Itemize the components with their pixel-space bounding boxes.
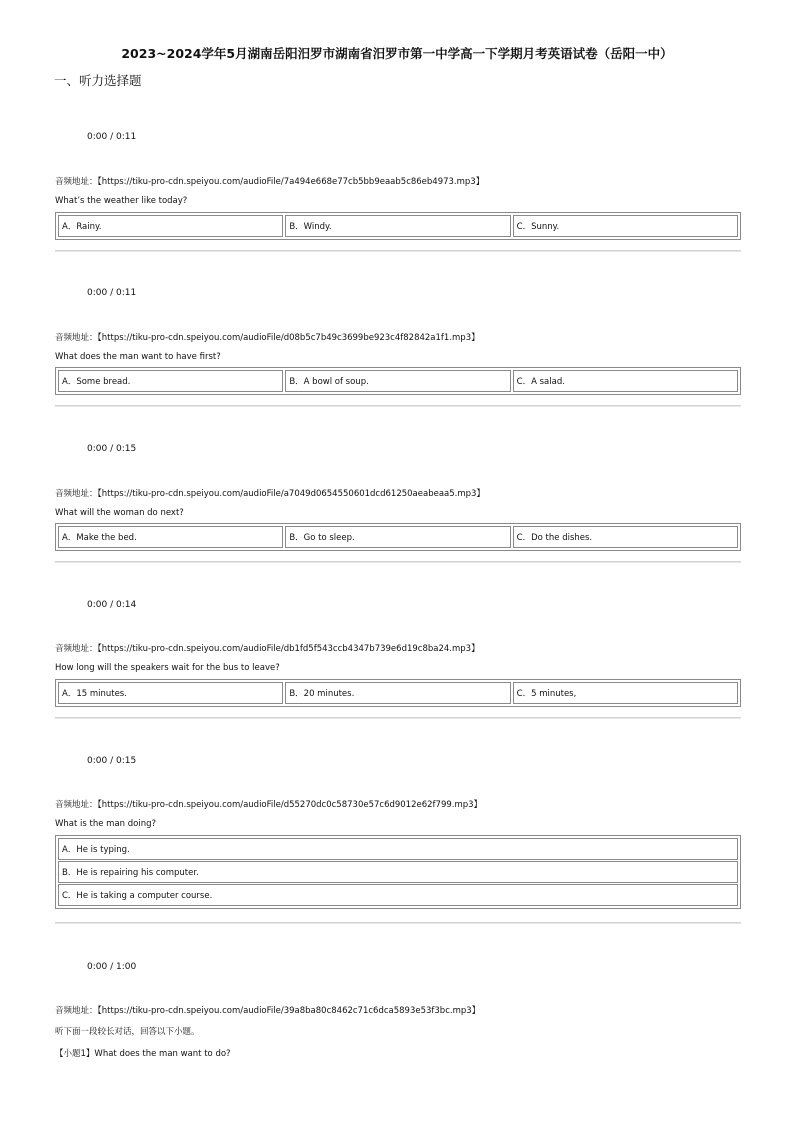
divider [55, 561, 741, 563]
options-table [55, 835, 741, 909]
question-stem: What does the man want to have first? [55, 352, 221, 362]
audio-address-label: 音频地址： [55, 177, 98, 187]
audio-player-time[interactable]: 0:00 / 0:15 [87, 756, 137, 766]
option-c[interactable]: C．5 minutes, [513, 682, 738, 704]
page-title: 2023~2024学年5月湖南岳阳汨罗市湖南省汨罗市第一中学高一下学期月考英语试卷（岳阳一中） [121, 46, 673, 61]
option-a[interactable]: A．Some bread. [58, 370, 283, 392]
audio-address-label: 音频地址： [55, 489, 98, 499]
audio-address [55, 642, 480, 654]
option-b[interactable]: B．He is repairing his computer. [58, 861, 738, 883]
audio-url[interactable]: 【https://tiku-pro-cdn.speiyou.com/audioFile/7a494e668e77cb5bb9eaab5c86eb4973.mp3】 [97, 177, 485, 187]
option-c[interactable]: C．A salad. [513, 370, 738, 392]
option-a[interactable]: A．Rainy. [58, 215, 283, 237]
audio-address [55, 1004, 480, 1016]
option-b[interactable]: B．Go to sleep. [285, 526, 510, 548]
audio-address-label: 音频地址： [55, 800, 98, 810]
options-table [55, 679, 741, 707]
audio-url[interactable]: 【https://tiku-pro-cdn.speiyou.com/audioFile/a7049d0654550601dcd61250aeabeaa5.mp3】 [97, 489, 485, 499]
options-table [55, 367, 741, 395]
option-a[interactable]: A．Make the bed. [58, 526, 283, 548]
option-b[interactable]: B．Windy. [285, 215, 510, 237]
option-b[interactable]: B．A bowl of soup. [285, 370, 510, 392]
option-b[interactable]: B．20 minutes. [285, 682, 510, 704]
question-stem: What will the woman do next? [55, 508, 184, 518]
option-a[interactable]: A．He is typing. [58, 838, 738, 860]
option-a[interactable]: A．15 minutes. [58, 682, 283, 704]
divider [55, 922, 741, 924]
options-table [55, 212, 741, 240]
audio-address-label: 音频地址： [55, 644, 98, 654]
audio-player-time[interactable]: 0:00 / 0:14 [87, 600, 137, 610]
audio-address [55, 487, 485, 499]
divider [55, 717, 741, 719]
audio-address-label: 音频地址： [55, 333, 98, 343]
audio-player-time[interactable]: 0:00 / 1:00 [87, 962, 137, 972]
audio-player-time[interactable]: 0:00 / 0:11 [87, 288, 137, 298]
options-table [55, 523, 741, 551]
audio-player-time[interactable]: 0:00 / 0:15 [87, 444, 137, 454]
section-heading: 一、听力选择题 [54, 73, 142, 88]
question-stem: 【小题1】What does the man want to do? [55, 1049, 231, 1059]
audio-address-label: 音频地址： [55, 1006, 98, 1016]
audio-url[interactable]: 【https://tiku-pro-cdn.speiyou.com/audioFile/d55270dc0c58730e57c6d9012e62f799.mp3】 [97, 800, 483, 810]
question-stem: What is the man doing? [55, 819, 157, 829]
audio-url[interactable]: 【https://tiku-pro-cdn.speiyou.com/audioFile/d08b5c7b49c3699be923c4f82842a1f1.mp3】 [97, 333, 480, 343]
option-c[interactable]: C．Sunny. [513, 215, 738, 237]
divider [55, 405, 741, 407]
audio-address [55, 331, 480, 343]
question-stem: What’s the weather like today? [55, 196, 188, 206]
question-instruction: 听下面一段较长对话，回答以下小题。 [55, 1027, 200, 1037]
question-stem: How long will the speakers wait for the bus to leave? [55, 663, 280, 673]
option-c[interactable]: C．He is taking a computer course. [58, 884, 738, 906]
audio-url[interactable]: 【https://tiku-pro-cdn.speiyou.com/audioFile/39a8ba80c8462c71c6dca5893e53f3bc.mp3】 [97, 1006, 481, 1016]
audio-url[interactable]: 【https://tiku-pro-cdn.speiyou.com/audioFile/db1fd5f543ccb4347b739e6d19c8ba24.mp3】 [97, 644, 480, 654]
audio-player-time[interactable]: 0:00 / 0:11 [87, 132, 137, 142]
divider [55, 250, 741, 252]
option-c[interactable]: C．Do the dishes. [513, 526, 738, 548]
audio-address [55, 798, 482, 810]
audio-address [55, 175, 484, 187]
